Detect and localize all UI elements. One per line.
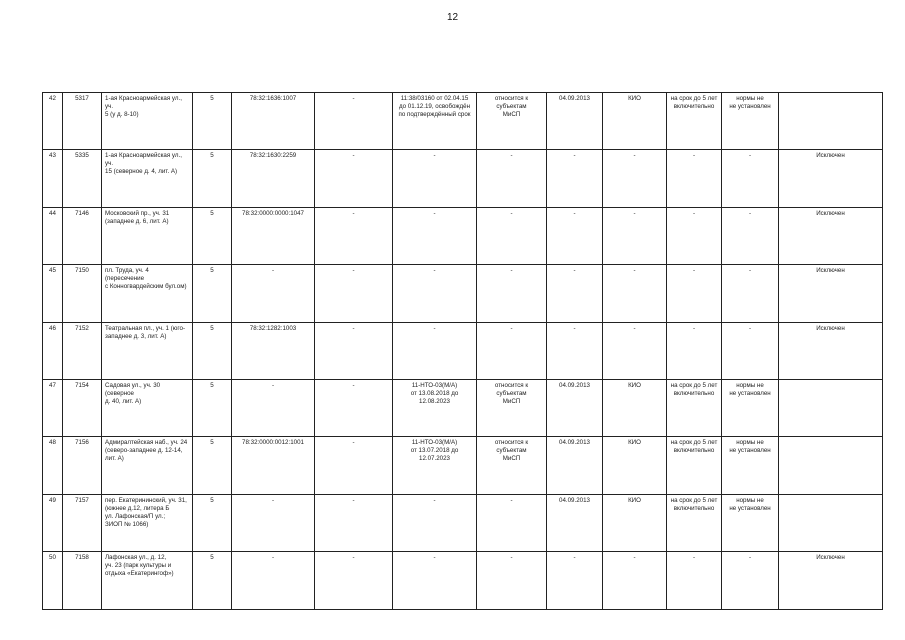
cell-norms: - — [722, 150, 779, 207]
cell-object-code: 5335 — [63, 150, 102, 207]
cell-department: - — [603, 552, 667, 609]
cell-date: 04.09.2013 — [547, 93, 603, 150]
cell-date: 04.09.2013 — [547, 437, 603, 494]
cell-department: КИО — [603, 379, 667, 436]
cell-permit-info: 11-НТО-03(М/А) от 13.08.2018 до 12.08.2023 — [393, 379, 477, 436]
cell-row-number: 46 — [43, 322, 63, 379]
cell-permit-info: 11:38/03160 от 02.04.15 до 01.12.19, освобождён по подтверждённый срок — [393, 93, 477, 150]
cell-cadastral-number: - — [232, 494, 315, 551]
cell-norms: нормы не не установлен — [722, 437, 779, 494]
cell-col-6: - — [315, 494, 393, 551]
cell-note — [779, 379, 883, 436]
cell-row-number: 49 — [43, 494, 63, 551]
cell-smb-status: - — [477, 322, 547, 379]
cell-area: 5 — [193, 437, 232, 494]
cell-permit-info: - — [393, 150, 477, 207]
cell-address: 1-ая Красноармейская ул., уч. 15 (северное д. 4, лит. А) — [102, 150, 193, 207]
cell-date: 04.09.2013 — [547, 494, 603, 551]
cell-department: КИО — [603, 437, 667, 494]
cell-object-code: 7152 — [63, 322, 102, 379]
cell-col-6: - — [315, 322, 393, 379]
cell-col-6: - — [315, 552, 393, 609]
cell-norms: нормы не не установлен — [722, 379, 779, 436]
cell-term: - — [667, 207, 722, 264]
cell-permit-info: - — [393, 322, 477, 379]
cell-object-code: 7156 — [63, 437, 102, 494]
cell-col-6: - — [315, 207, 393, 264]
cell-smb-status: - — [477, 265, 547, 322]
cell-term: на срок до 5 лет включительно — [667, 93, 722, 150]
cell-smb-status: - — [477, 150, 547, 207]
cell-date: - — [547, 322, 603, 379]
page-number: 12 — [446, 12, 459, 23]
cell-date: - — [547, 150, 603, 207]
cell-date: 04.09.2013 — [547, 379, 603, 436]
cell-term: - — [667, 552, 722, 609]
cell-object-code: 7146 — [63, 207, 102, 264]
cell-permit-info: - — [393, 552, 477, 609]
cell-term: - — [667, 322, 722, 379]
cell-date: - — [547, 552, 603, 609]
cell-smb-status: - — [477, 207, 547, 264]
cell-norms: - — [722, 265, 779, 322]
cell-row-number: 47 — [43, 379, 63, 436]
cell-area: 5 — [193, 379, 232, 436]
cell-row-number: 50 — [43, 552, 63, 609]
cell-address: пл. Труда, уч. 4 (пересечение с Конногвардейским бул.ом) — [102, 265, 193, 322]
cell-area: 5 — [193, 494, 232, 551]
cell-note: Исключен — [779, 322, 883, 379]
cell-address: Садовая ул., уч. 30 (северное д. 40, лит. А) — [102, 379, 193, 436]
cell-row-number: 45 — [43, 265, 63, 322]
cell-term: - — [667, 150, 722, 207]
table-row — [43, 207, 883, 264]
table-row — [43, 322, 883, 379]
table-row — [43, 93, 883, 150]
cell-col-6: - — [315, 150, 393, 207]
cell-department: - — [603, 322, 667, 379]
cell-address: пер. Екатерининский, уч. 31, (южнее д.12, литера Б ул. Лафонская/П ул.; ЗИОП № 1066) — [102, 494, 193, 551]
cell-permit-info: 11-НТО-03(М/А) от 13.07.2018 до 12.07.2023 — [393, 437, 477, 494]
cell-norms: - — [722, 552, 779, 609]
cell-department: - — [603, 265, 667, 322]
cell-row-number: 43 — [43, 150, 63, 207]
cell-row-number: 48 — [43, 437, 63, 494]
cell-area: 5 — [193, 150, 232, 207]
cell-address: Театральная пл., уч. 1 (юго- западнее д. 3, лит. А) — [102, 322, 193, 379]
cell-address: Адмиралтейская наб., уч. 24 (северо-западнее д. 12-14, лит. А) — [102, 437, 193, 494]
cell-object-code: 7150 — [63, 265, 102, 322]
cell-smb-status: - — [477, 552, 547, 609]
table-row — [43, 552, 883, 609]
cell-note: Исключен — [779, 265, 883, 322]
cell-col-6: - — [315, 379, 393, 436]
cell-row-number: 42 — [43, 93, 63, 150]
cell-note: Исключен — [779, 150, 883, 207]
cell-row-number: 44 — [43, 207, 63, 264]
cell-term: - — [667, 265, 722, 322]
cell-cadastral-number: 78:32:0000:0000:1047 — [232, 207, 315, 264]
cell-norms: нормы не не установлен — [722, 494, 779, 551]
cell-note — [779, 437, 883, 494]
cell-note: Исключен — [779, 207, 883, 264]
cell-col-6: - — [315, 265, 393, 322]
cell-smb-status: относится к субъектам МиСП — [477, 437, 547, 494]
cell-norms: - — [722, 322, 779, 379]
cell-object-code: 7154 — [63, 379, 102, 436]
cell-cadastral-number: 78:32:1282:1003 — [232, 322, 315, 379]
cell-object-code: 7158 — [63, 552, 102, 609]
cell-cadastral-number: - — [232, 379, 315, 436]
cell-department: - — [603, 150, 667, 207]
cell-smb-status: - — [477, 494, 547, 551]
cell-term: на срок до 5 лет включительно — [667, 494, 722, 551]
cell-date: - — [547, 207, 603, 264]
cell-area: 5 — [193, 265, 232, 322]
table-row — [43, 379, 883, 436]
cell-col-6: - — [315, 93, 393, 150]
cell-area: 5 — [193, 207, 232, 264]
cell-cadastral-number: 78:32:0000:0012:1001 — [232, 437, 315, 494]
cell-object-code: 5317 — [63, 93, 102, 150]
cell-note — [779, 494, 883, 551]
cell-department: КИО — [603, 494, 667, 551]
cell-norms: - — [722, 207, 779, 264]
cell-permit-info: - — [393, 265, 477, 322]
cell-smb-status: относится к субъектам МиСП — [477, 379, 547, 436]
cell-col-6: - — [315, 437, 393, 494]
cell-cadastral-number: - — [232, 265, 315, 322]
cell-permit-info: - — [393, 207, 477, 264]
registry-table — [42, 92, 883, 610]
table-row — [43, 437, 883, 494]
cell-department: КИО — [603, 93, 667, 150]
cell-cadastral-number: 78:32:1636:1007 — [232, 93, 315, 150]
cell-address: Московский пр., уч. 31 (западнее д. 6, лит. А) — [102, 207, 193, 264]
cell-address: 1-ая Красноармейская ул., уч. 5 (у д. 8-10) — [102, 93, 193, 150]
cell-permit-info: - — [393, 494, 477, 551]
cell-department: - — [603, 207, 667, 264]
cell-cadastral-number: - — [232, 552, 315, 609]
cell-cadastral-number: 78:32:1630:2259 — [232, 150, 315, 207]
cell-term: на срок до 5 лет включительно — [667, 379, 722, 436]
cell-note — [779, 93, 883, 150]
cell-note: Исключен — [779, 552, 883, 609]
cell-area: 5 — [193, 322, 232, 379]
cell-date: - — [547, 265, 603, 322]
cell-address: Лафонская ул., д. 12, уч. 23 (парк культуры и отдыха «Екатерингоф») — [102, 552, 193, 609]
cell-norms: нормы не не установлен — [722, 93, 779, 150]
cell-term: на срок до 5 лет включительно — [667, 437, 722, 494]
cell-area: 5 — [193, 93, 232, 150]
cell-object-code: 7157 — [63, 494, 102, 551]
table-row — [43, 265, 883, 322]
table-row — [43, 494, 883, 551]
cell-smb-status: относится к субъектам МиСП — [477, 93, 547, 150]
table-row — [43, 150, 883, 207]
cell-area: 5 — [193, 552, 232, 609]
